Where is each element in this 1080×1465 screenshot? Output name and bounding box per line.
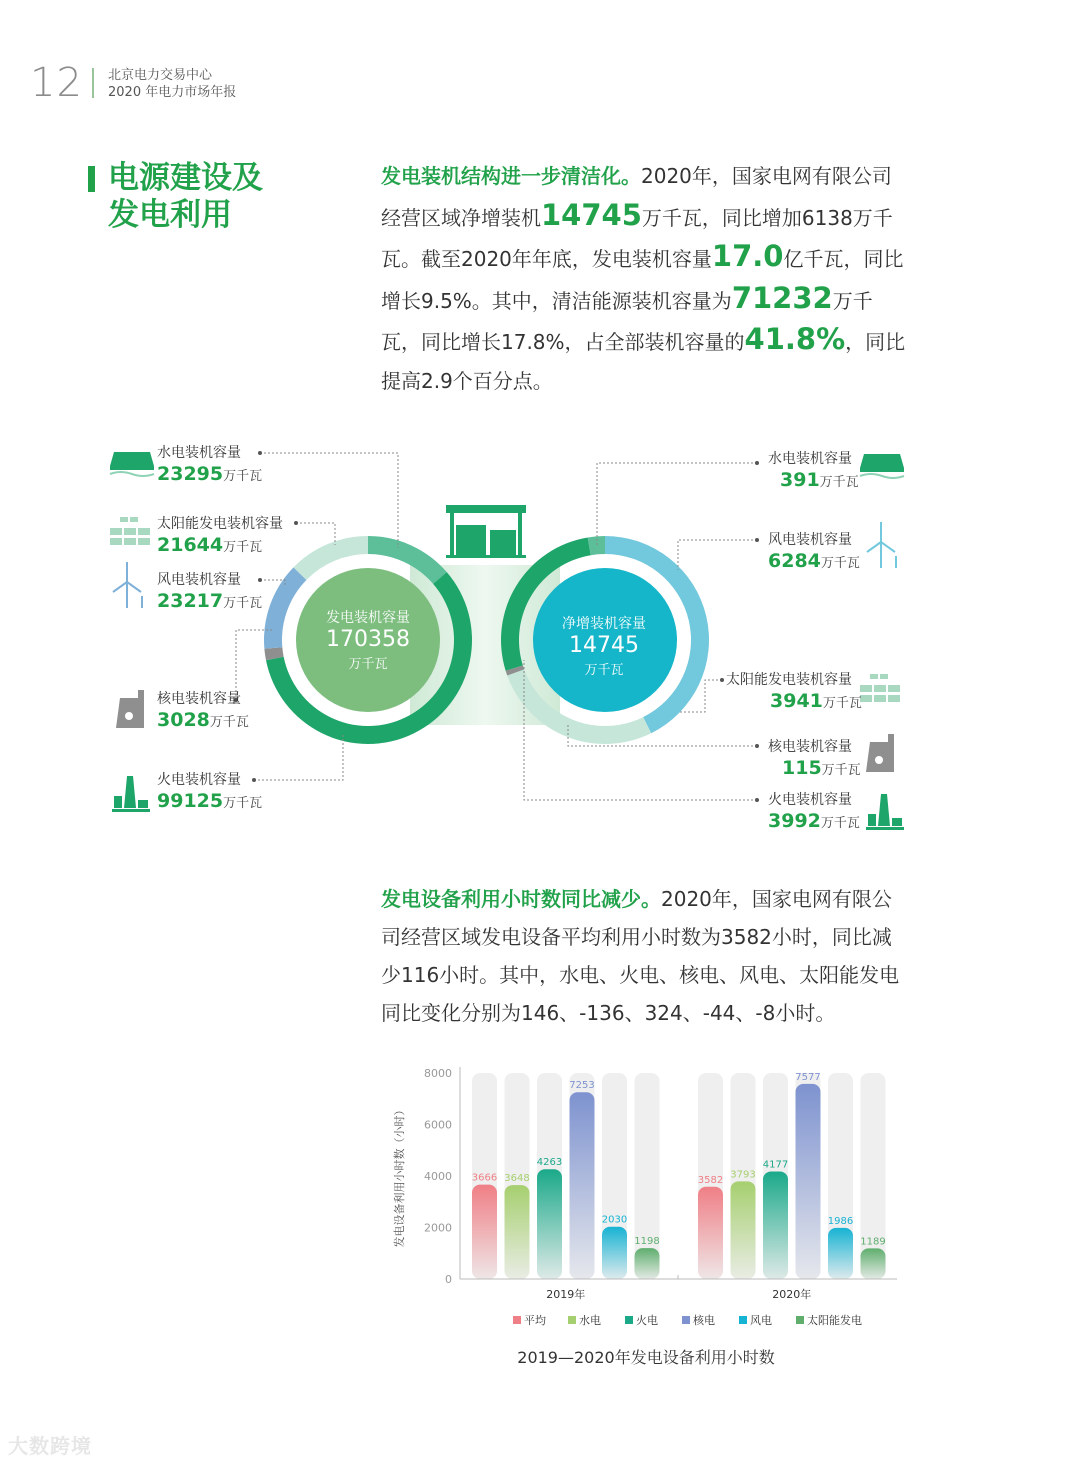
net-label-thermal: [768, 791, 860, 836]
y-tick-label: 8000: [424, 1067, 452, 1080]
para1-total-capacity: 17.0: [711, 239, 784, 273]
bar: [763, 1171, 788, 1279]
label-name: 核电装机容量: [157, 691, 241, 707]
capacity-center-unit: 万千瓦: [348, 657, 388, 672]
nuclear-icon: [116, 690, 144, 728]
legend-label: 核电: [693, 1314, 715, 1327]
capacity-label-thermal: [157, 771, 262, 816]
label-value: 115: [782, 757, 822, 779]
legend-item: [625, 1313, 658, 1327]
legend-item: [513, 1313, 546, 1327]
label-unit: 万千瓦: [820, 816, 860, 831]
bar: [731, 1181, 756, 1279]
header-divider: [92, 68, 94, 98]
legend-label: 太阳能发电: [807, 1314, 862, 1327]
bar-value-label: 7577: [795, 1071, 821, 1083]
net-label-nuclear: [768, 738, 861, 783]
bar-value-label: 3582: [697, 1174, 724, 1186]
capacity-paragraph: [381, 157, 911, 400]
page-number: 12: [30, 60, 83, 106]
chart-title: 2019—2020年发电设备利用小时数: [517, 1348, 775, 1367]
solar-icon: [110, 517, 150, 545]
bar-value-label: 4177: [762, 1159, 789, 1171]
para1-net-increase: 14745: [541, 197, 642, 232]
legend-item: [739, 1313, 772, 1327]
capacity-center: [288, 607, 448, 672]
legend-swatch: [796, 1316, 804, 1324]
header-text: [108, 67, 236, 101]
section-marker: [88, 166, 95, 192]
legend-item: [568, 1313, 601, 1327]
thermal-icon: [112, 776, 150, 812]
capacity-label-hydro: [157, 444, 262, 489]
bar-value-label: 4263: [536, 1157, 563, 1169]
leader-wind-right: [678, 540, 757, 570]
bar: [505, 1185, 530, 1279]
y-tick-label: 6000: [424, 1118, 452, 1132]
label-value: 6284: [768, 550, 821, 572]
legend-swatch: [739, 1316, 747, 1324]
label-name: 水电装机容量: [157, 445, 241, 461]
label-name: 太阳能发电装机容量: [157, 516, 283, 532]
para1-text2: 万千瓦，同比增加6138万千瓦。截至2020年年底，发电装机容量: [381, 205, 893, 271]
y-tick-label: 0: [445, 1273, 452, 1286]
label-name: 风电装机容量: [768, 532, 852, 548]
wind-icon: [113, 562, 142, 608]
bar: [472, 1185, 497, 1279]
legend-item: [682, 1313, 715, 1327]
leader-thermal-left: [254, 735, 343, 780]
section-title: [108, 160, 263, 234]
section-title-line1: 电源建设及: [108, 160, 263, 196]
para1-text3: 亿千瓦，同比增长9.5%。其中，清洁能源装机容量为: [381, 247, 904, 313]
legend-swatch: [682, 1316, 690, 1324]
label-unit: 万千瓦: [209, 715, 249, 730]
donut-slice: [588, 536, 605, 555]
bar: [861, 1248, 886, 1279]
legend-item: [796, 1313, 862, 1327]
solar-icon: [860, 674, 900, 702]
capacity-label-solar: [157, 515, 283, 560]
label-unit: 万千瓦: [223, 469, 263, 484]
utilization-paragraph: [381, 880, 911, 1032]
watermark: 大数跨境: [8, 1434, 92, 1458]
bar-value-label: 7253: [569, 1080, 595, 1092]
net-center-value: 14745: [569, 633, 639, 658]
legend-swatch: [568, 1316, 576, 1324]
net-label-hydro: [768, 450, 859, 495]
legend-swatch: [513, 1316, 521, 1324]
bar: [828, 1228, 853, 1279]
label-name: 火电装机容量: [768, 792, 852, 808]
label-unit: 万千瓦: [223, 596, 263, 611]
legend-label: 平均: [524, 1314, 546, 1327]
bar: [570, 1092, 595, 1279]
label-value: 23217: [157, 590, 224, 612]
hydro-icon: [110, 452, 154, 476]
label-unit: 万千瓦: [819, 475, 859, 490]
wind-icon: [867, 522, 896, 568]
legend-label: 风电: [750, 1314, 772, 1327]
nuclear-icon: [866, 734, 894, 772]
legend-swatch: [625, 1316, 633, 1324]
substation-icon: [446, 505, 526, 558]
net-increase-center: [524, 613, 684, 678]
bar-value-label: 1198: [634, 1236, 660, 1248]
para1-text4: 万千瓦，同比增长17.8%，占全部装机容量的: [381, 288, 873, 354]
net-label-solar: [726, 671, 862, 716]
leader-solar-left: [296, 523, 335, 545]
bar-track: [635, 1073, 660, 1279]
bar: [602, 1227, 627, 1279]
label-value: 99125: [157, 790, 224, 812]
para2-text: 2020年，国家电网有限公司经营区域发电设备平均利用小时数为3582小时，同比减少116小时。其中，水电、火电、核电、风电、太阳能发电同比变化分别为146、-136、324、-44、-8小时。: [381, 887, 900, 1025]
bar-value-label: 3793: [730, 1169, 756, 1181]
para2-lead: 发电设备利用小时数同比减少。: [381, 887, 661, 911]
para1-text1: 2020年，国家电网有限公司经营区域净增装机: [381, 164, 892, 230]
net-center-unit: 万千瓦: [584, 663, 624, 678]
net-label-wind: [768, 531, 860, 576]
bar: [796, 1084, 821, 1279]
y-tick-label: 4000: [424, 1170, 452, 1183]
bar-value-label: 2030: [601, 1214, 628, 1226]
net-center-title: 净增装机容量: [562, 616, 646, 632]
label-value: 3992: [768, 810, 821, 832]
x-tick-label: 2019年: [546, 1288, 586, 1301]
bar-value-label: 1189: [860, 1236, 886, 1248]
label-value: 391: [780, 469, 820, 491]
label-name: 水电装机容量: [768, 451, 852, 467]
y-axis-label: 发电设备利用小时数（小时）: [393, 1104, 406, 1248]
label-name: 太阳能发电装机容量: [726, 672, 852, 688]
header-report: 2020 年电力市场年报: [108, 85, 237, 100]
utilization-chart: [380, 1055, 920, 1355]
capacity-label-nuclear: [157, 690, 249, 735]
label-unit: 万千瓦: [223, 796, 263, 811]
legend-label: 火电: [636, 1314, 658, 1327]
para1-clean-share: 41.8%: [744, 322, 846, 356]
label-unit: 万千瓦: [822, 696, 862, 711]
y-tick-label: 2000: [424, 1221, 452, 1235]
hydro-icon: [860, 454, 904, 478]
bar: [698, 1187, 723, 1279]
label-name: 风电装机容量: [157, 572, 241, 588]
bar-value-label: 1986: [827, 1215, 854, 1227]
bar: [537, 1169, 562, 1279]
leader-hydro-right: [597, 463, 757, 545]
label-name: 核电装机容量: [768, 739, 852, 755]
label-value: 23295: [157, 463, 224, 485]
label-value: 21644: [157, 534, 224, 556]
legend-label: 水电: [579, 1314, 601, 1327]
para1-lead: 发电装机结构进一步清洁化。: [381, 164, 641, 188]
x-tick-label: 2020年: [772, 1288, 812, 1301]
thermal-icon: [866, 794, 904, 830]
label-value: 3941: [770, 690, 823, 712]
label-unit: 万千瓦: [821, 763, 861, 778]
capacity-label-wind: [157, 571, 262, 616]
para1-text5: ，同比提高2.9个百分点。: [381, 330, 906, 393]
label-value: 3028: [157, 709, 210, 731]
section-title-line2: 发电利用: [108, 197, 232, 233]
bar: [635, 1248, 660, 1279]
label-unit: 万千瓦: [223, 540, 263, 555]
bar-track: [861, 1073, 886, 1279]
bar-value-label: 3648: [504, 1173, 530, 1185]
capacity-center-title: 发电装机容量: [326, 610, 410, 626]
bar-value-label: 3666: [471, 1172, 498, 1184]
label-name: 火电装机容量: [157, 772, 241, 788]
label-unit: 万千瓦: [820, 556, 860, 571]
capacity-center-value: 170358: [326, 627, 410, 652]
para1-clean-capacity: 71232: [731, 280, 833, 315]
header-org: 北京电力交易中心: [108, 68, 213, 83]
